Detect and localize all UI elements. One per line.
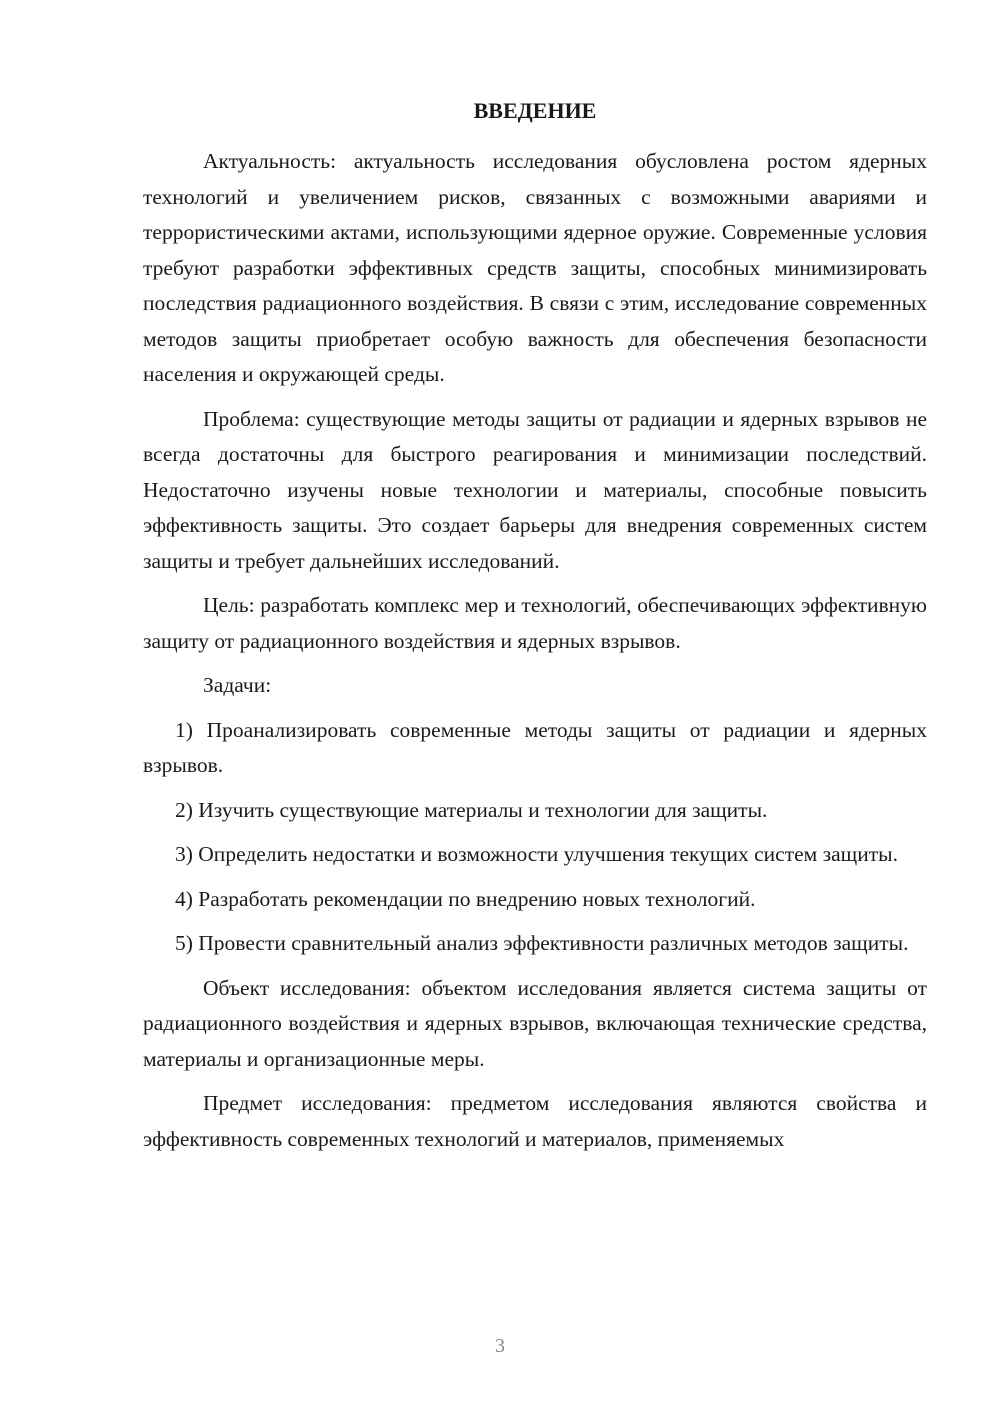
task-item-5: 5) Провести сравнительный анализ эффективности различных методов защиты. bbox=[175, 931, 909, 955]
task-item-1: 1) Проанализировать современные методы защиты от радиации и ядерных взрывов. bbox=[143, 717, 927, 777]
paragraph-object: Объект исследования: объектом исследования является система защиты от радиационного воздействия и ядерных взрывов, включающая технические средства, материалы и организационные меры. bbox=[143, 975, 927, 1071]
task-item-4: 4) Разработать рекомендации по внедрению новых технологий. bbox=[175, 886, 756, 911]
page-content bbox=[143, 96, 927, 1166]
paragraph-goal: Цель: разработать комплекс мер и технологий, обеспечивающих эффективную защиту от радиационного воздействия и ядерных взрывов. bbox=[143, 593, 927, 653]
paragraph-subject: Предмет исследования: предметом исследования являются свойства и эффективность современных технологий и материалов, применяемых bbox=[143, 1091, 927, 1151]
paragraph-relevance: Актуальность: актуальность исследования обусловлена ростом ядерных технологий и увеличением рисков, связанных с возможными авариями и террористическими актами, использующими ядерное оружие. Современные условия требуют разработки эффективных средств защиты, способных минимизировать последствия радиационного воздействия. В связи с этим, исследование современных методов защиты приобретает особую важность для обеспечения безопасности населения и окружающей среды. bbox=[143, 149, 927, 386]
section-heading: ВВЕДЕНИЕ bbox=[473, 98, 597, 123]
paragraph-problem: Проблема: существующие методы защиты от радиации и ядерных взрывов не всегда достаточны для быстрого реагирования и минимизации последствий. Недостаточно изучены новые технологии и материалы, способные повысить эффективность защиты. Это создает барьеры для внедрения современных систем защиты и требует дальнейших исследований. bbox=[143, 406, 927, 573]
paragraph-tasks-label: Задачи: bbox=[203, 673, 272, 697]
task-item-2: 2) Изучить существующие материалы и технологии для защиты. bbox=[175, 797, 768, 822]
page-number: 3 bbox=[495, 1335, 505, 1357]
task-item-3: 3) Определить недостатки и возможности улучшения текущих систем защиты. bbox=[175, 842, 898, 866]
